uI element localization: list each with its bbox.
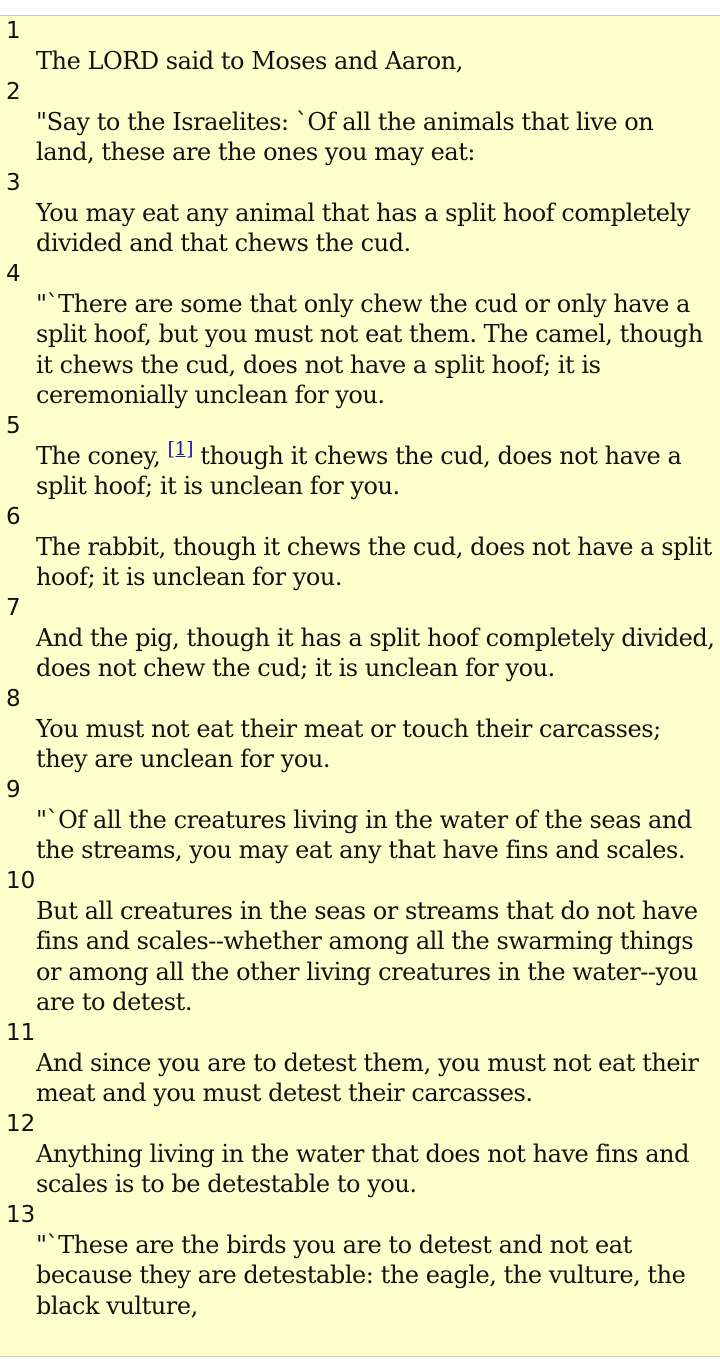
verse-text <box>0 437 720 502</box>
verse-number: 6 <box>6 503 21 530</box>
verse-text: The rabbit, though it chews the cud, does not have a split hoof; it is unclean for you. <box>36 532 712 591</box>
verse-text: "`There are some that only chew the cud or only have a split hoof, but you must not eat them. The camel, though it chews the cud, does not have a split hoof; it is ceremonially unclean for you. <box>36 289 703 409</box>
scripture-page[interactable] <box>0 16 720 1356</box>
verse-2 <box>0 77 720 168</box>
verse-6 <box>0 502 720 593</box>
status-bar-area <box>0 0 720 16</box>
verse-number: 5 <box>6 412 21 439</box>
verse-number: 3 <box>6 169 21 196</box>
verse-number: 4 <box>6 260 21 287</box>
verse-text: You may eat any animal that has a split hoof completely divided and that chews the cud. <box>36 198 690 257</box>
verse-3 <box>0 168 720 259</box>
verse-number: 9 <box>6 776 21 803</box>
verse-text: You must not eat their meat or touch their carcasses; they are unclean for you. <box>36 714 661 773</box>
verse-text: "Say to the Israelites: `Of all the animals that live on land, these are the ones you may eat: <box>36 107 654 166</box>
verse-10 <box>0 866 720 1018</box>
verse-text: And since you are to detest them, you must not eat their meat and you must detest their carcasses. <box>36 1048 699 1107</box>
verse-number: 1 <box>6 18 21 44</box>
verse-number: 13 <box>6 1201 36 1228</box>
verse-text: The LORD said to Moses and Aaron, <box>36 47 463 75</box>
verse-7 <box>0 593 720 684</box>
verse-text: And the pig, though it has a split hoof completely divided, does not chew the cud; it is unclean for you. <box>36 623 715 682</box>
verse-number: 2 <box>6 78 21 105</box>
verse-1 <box>0 16 720 77</box>
verse-text: Anything living in the water that does not have fins and scales is to be detestable to you. <box>36 1139 689 1198</box>
verse-8 <box>0 684 720 775</box>
verse-number: 8 <box>6 685 21 712</box>
verse-5 <box>0 411 720 502</box>
verse-number: 7 <box>6 594 21 621</box>
verse-13 <box>0 1200 720 1322</box>
verse-number: 10 <box>6 867 36 894</box>
verse-text: But all creatures in the seas or streams that do not have fins and scales--whether among all the swarming things or among all the other living creatures in the water--you are to detest. <box>36 896 698 1016</box>
verse-4 <box>0 259 720 411</box>
verse-text-part: though it chews the cud, does not have a split hoof; it is unclean for you. <box>36 441 682 500</box>
verse-text: "`These are the birds you are to detest and not eat because they are detestable: the eagle, the vulture, the black vulture, <box>36 1230 686 1320</box>
verse-text-part: The coney, <box>36 441 168 470</box>
verse-9 <box>0 775 720 866</box>
verse-text: "`Of all the creatures living in the water of the seas and the streams, you may eat any that have fins and scales. <box>36 805 692 864</box>
verse-11 <box>0 1018 720 1109</box>
footnote-link[interactable]: [1] <box>167 437 194 460</box>
verse-number: 12 <box>6 1110 36 1137</box>
verse-12 <box>0 1109 720 1200</box>
verse-number: 11 <box>6 1019 36 1046</box>
